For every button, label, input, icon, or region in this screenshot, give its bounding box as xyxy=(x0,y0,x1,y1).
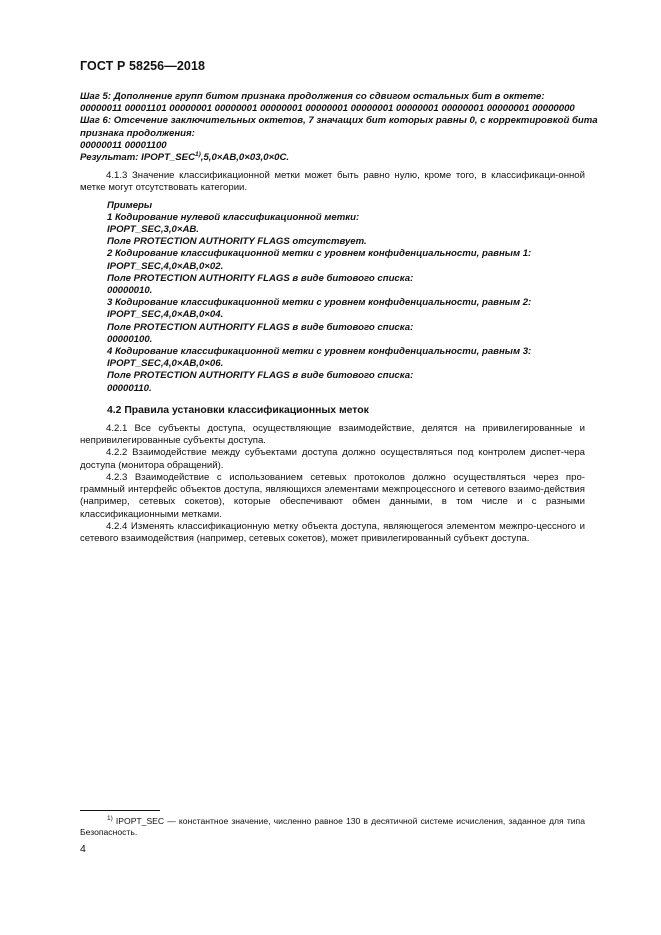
example-line: IPOPT_SEC,4,0×AB,0×02. xyxy=(107,260,224,272)
examples-block xyxy=(80,200,585,395)
examples-title: Примеры xyxy=(107,199,153,211)
footnote-separator xyxy=(80,810,160,811)
example-line: 00000110. xyxy=(107,382,152,394)
algorithm-steps xyxy=(80,91,598,164)
example-line: IPOPT_SEC,3,0×AB. xyxy=(107,224,199,236)
page-body xyxy=(80,91,598,545)
example-line: 4 Кодирование классификационной метки с уровнем конфиденциальности, равным 3: xyxy=(107,346,532,358)
paragraph-4-2-4: 4.2.4 Изменять классификационную метку объекта доступа, являющегося элементом межпро-цессного и сетевого взаимодействия (например, сетевых сокетов), может привилегированный субъект доступа. xyxy=(80,520,585,544)
footnote xyxy=(80,816,585,838)
result-line xyxy=(80,152,585,164)
example-line: Поле PROTECTION AUTHORITY FLAGS в виде битового списка: xyxy=(107,272,414,284)
example-line: IPOPT_SEC,4,0×AB,0×06. xyxy=(107,358,224,370)
step6-label-line1: Шаг 6: Отсечение заключительных октетов, 7 значащих бит которых равны 0, с корректировкой бита xyxy=(80,115,598,127)
step6-label-line2: признака продолжения: xyxy=(80,127,195,139)
footnote-text: IPOPT_SEC — константное значение, численно равное 130 в десятичной системе исчисления, заданное для типа Безопасность. xyxy=(80,816,585,837)
example-line: 00000100. xyxy=(107,333,153,345)
example-line: Поле PROTECTION AUTHORITY FLAGS отсутствует. xyxy=(107,236,367,248)
result-prefix: Результат: IPOPT_SEC xyxy=(80,152,196,164)
step6-bits: 00000011 00001100 xyxy=(80,139,167,151)
step5-label: Шаг 5: Дополнение групп битом признака продолжения со сдвигом остальных бит в октете: xyxy=(80,91,545,102)
result-footnote-ref: 1) xyxy=(195,150,201,158)
document-header-title: ГОСТ Р 58256—2018 xyxy=(80,59,206,73)
paragraph-4-2-1: 4.2.1 Все субъекты доступа, осуществляющие взаимодействие, делятся на привилегированные и непривилегированные субъекты доступа. xyxy=(80,423,585,447)
example-line: IPOPT_SEC,4,0×AB,0×04. xyxy=(107,309,224,321)
result-suffix: ,5,0×AB,0×03,0×0C. xyxy=(200,152,290,164)
example-line: 2 Кодирование классификационной метки с уровнем конфиденциальности, равным 1: xyxy=(107,248,532,260)
example-line: Поле PROTECTION AUTHORITY FLAGS в виде битового списка: xyxy=(107,370,414,382)
footnote-marker: 1) xyxy=(107,815,113,823)
step5-bits: 00000011 00001101 00000001 00000001 00000001 00000001 00000001 00000001 00000001 00000001 00000000 xyxy=(80,103,575,115)
example-line: 00000010. xyxy=(107,285,153,297)
section-heading-4-2: 4.2 Правила установки классификационных меток xyxy=(107,404,369,416)
example-line: 3 Кодирование классификационной метки с уровнем конфиденциальности, равным 2: xyxy=(107,297,532,309)
paragraph-4-2-3: 4.2.3 Взаимодействие с использованием сетевых протоколов должно осуществляться через про-граммный интерфейс объектов доступа, являющихся элементами межпроцессного и сетевого взаимо-действия (например, сетевых сокетов), которые обеспечивают обмен данными, в том числе и с разными классификационными метками. xyxy=(80,471,585,520)
paragraph-4-2-2: 4.2.2 Взаимодействие между субъектами доступа должно осуществляться под контролем диспет-чера доступа (монитора обращений). xyxy=(80,447,585,471)
paragraph-4-1-3: 4.1.3 Значение классификационной метки может быть равно нулю, кроме того, в классификаци-онной метке могут отсутствовать категории. xyxy=(80,170,585,194)
example-line: Поле PROTECTION AUTHORITY FLAGS в виде битового списка: xyxy=(107,321,414,333)
page-number: 4 xyxy=(80,843,86,855)
example-line: 1 Кодирование нулевой классификационной метки: xyxy=(107,211,360,223)
